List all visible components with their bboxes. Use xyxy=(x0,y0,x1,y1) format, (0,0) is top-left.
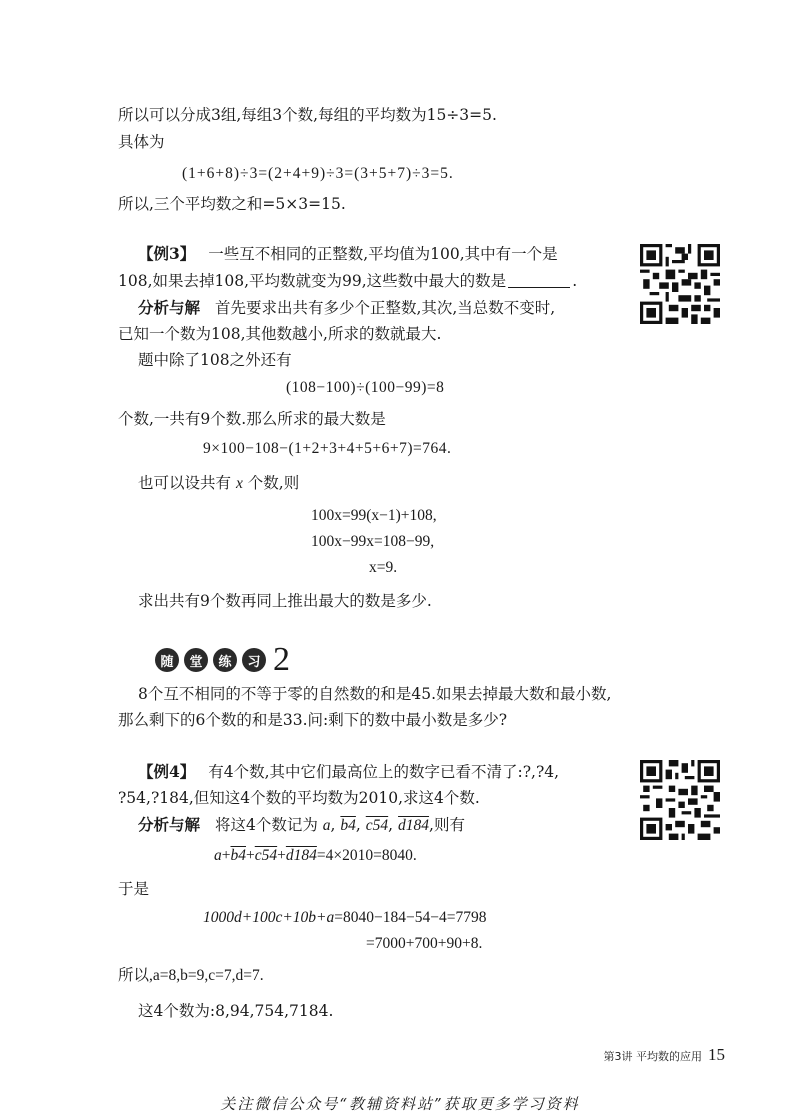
variable: c54 xyxy=(254,847,278,864)
text-span: 将这4个数记为 xyxy=(214,816,318,834)
page-number: 15 xyxy=(708,1045,725,1064)
variable: b4 xyxy=(340,817,356,834)
variable: d184 xyxy=(398,817,430,834)
equation-lhs: 1000d+100c+10b+a xyxy=(203,909,335,926)
practice-text: 8个互不相同的不等于零的自然数的和是45.如果去掉最大数和最小数, xyxy=(138,685,612,703)
equation xyxy=(203,907,486,929)
separator: , xyxy=(330,816,336,834)
practice-number: 2 xyxy=(273,641,290,678)
text-span: 个数,则 xyxy=(247,474,300,492)
text-line: 于是 xyxy=(118,880,150,898)
operator: + xyxy=(246,847,255,864)
example-4-statement xyxy=(138,761,559,783)
equation: =7000+700+90+8. xyxy=(366,935,483,952)
text-line: 题中除了108之外还有 xyxy=(138,351,292,369)
practice-char: 习 xyxy=(242,648,266,672)
equation xyxy=(214,845,417,867)
variable: x xyxy=(235,475,243,492)
text-line: 所以可以分成3组,每组3个数,每组的平均数为15÷3=5. xyxy=(118,106,497,124)
text-line: 个数,一共有9个数.那么所求的最大数是 xyxy=(118,410,386,428)
example-3-statement xyxy=(138,243,558,265)
example-3-label: 【例3】 xyxy=(138,244,196,263)
variable: a xyxy=(322,817,331,834)
variable: a xyxy=(214,847,222,864)
equation-rhs: =8040−184−54−4=7798 xyxy=(334,909,487,926)
text-span: 108,如果去掉108,平均数就变为99,这些数中最大的数是 xyxy=(118,272,507,290)
variable: c54 xyxy=(365,817,389,834)
analysis-3 xyxy=(138,297,555,319)
operator: + xyxy=(221,847,231,864)
equation: (108−100)÷(100−99)=8 xyxy=(286,379,445,396)
qr-code-icon xyxy=(640,760,720,840)
text-line: 求出共有9个数再同上推出最大的数是多少. xyxy=(138,592,432,610)
analysis-label: 分析与解 xyxy=(138,298,201,317)
equation: 100x−99x=108−99, xyxy=(311,533,435,550)
text-span: 一些互不相同的正整数,平均值为100,其中有一个是 xyxy=(208,245,558,263)
practice-text: 那么剩下的6个数的和是33.问:剩下的数中最小数是多少? xyxy=(118,711,508,729)
practice-char: 练 xyxy=(213,648,237,672)
equation-tail: =4×2010=8040. xyxy=(316,847,417,864)
operator: + xyxy=(277,847,286,864)
example-4-label: 【例4】 xyxy=(138,762,196,781)
text-span: 首先要求出共有多少个正整数,其次,当总数不变时, xyxy=(214,299,556,317)
text-line: 具体为 xyxy=(118,133,165,151)
watermark: 关注微信公众号“教辅资料站”获取更多学习资料 xyxy=(220,1095,580,1113)
practice-char: 堂 xyxy=(184,648,208,672)
equation: 9×100−108−(1+2+3+4+5+6+7)=764. xyxy=(203,440,452,457)
practice-heading xyxy=(155,641,290,678)
practice-char: 随 xyxy=(155,648,179,672)
text-span: 也可以设共有 xyxy=(138,474,232,492)
equation: 100x=99(x−1)+108, xyxy=(311,507,437,524)
text-line: ?54,?184,但知这4个数的平均数为2010,求这4个数. xyxy=(118,789,480,807)
text-line: 这4个数为:8,94,754,7184. xyxy=(138,1002,334,1020)
text-line xyxy=(138,472,299,495)
qr-code-icon xyxy=(640,244,720,324)
answer-blank xyxy=(508,273,570,288)
text-line: 所以,a=8,b=9,c=7,d=7. xyxy=(118,967,264,984)
text-span: ,则有 xyxy=(429,816,465,834)
equation: (1+6+8)÷3=(2+4+9)÷3=(3+5+7)÷3=5. xyxy=(182,165,454,182)
page-footer xyxy=(604,1045,726,1065)
text-line xyxy=(118,270,577,292)
chapter-title: 第3讲 平均数的应用 xyxy=(603,1050,702,1063)
text-line: 所以,三个平均数之和=5×3=15. xyxy=(118,195,346,213)
equation: x=9. xyxy=(369,559,398,576)
analysis-4 xyxy=(138,814,465,837)
text-span: . xyxy=(572,272,578,290)
text-span: 有4个数,其中它们最高位上的数字已看不清了:?,?4, xyxy=(208,763,560,781)
variable: b4 xyxy=(230,847,246,864)
variable: d184 xyxy=(285,847,317,864)
text-line: 已知一个数为108,其他数越小,所求的数就最大. xyxy=(118,325,442,343)
separator: , xyxy=(355,816,361,834)
separator: , xyxy=(388,816,394,834)
analysis-label: 分析与解 xyxy=(138,815,201,834)
